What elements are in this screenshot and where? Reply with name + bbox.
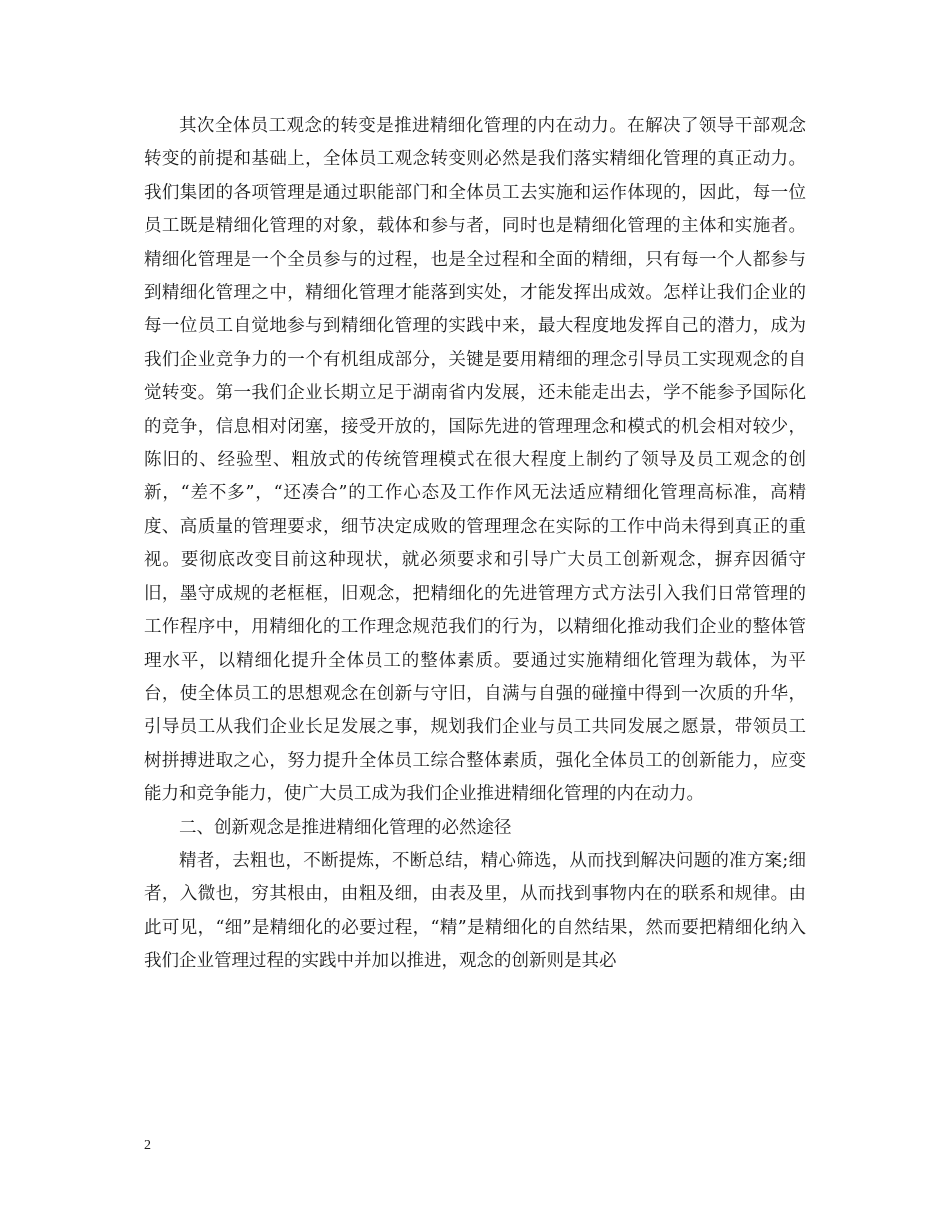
page-number: 2 — [144, 1138, 151, 1153]
body-paragraph: 精者，去粗也，不断提炼，不断总结，精心筛选，从而找到解决问题的准方案;细者，入微也，穷其根由，由粗及细，由表及里，从而找到事物内在的联系和规律。由此可见，“细”是精细化的必要过程，“精”是精细化的自然结果，然而要把精细化纳入我们企业管理过程的实践中并加以推进，观念的创新则是其必 — [144, 850, 806, 972]
body-paragraph: 其次全体员工观念的转变是推进精细化管理的内在动力。在解决了领导干部观念转变的前提和基础上，全体员工观念转变则必然是我们落实精细化管理的真正动力。我们集团的各项管理是通过职能部门和全体员工去实施和运作体现的，因此，每一位员工既是精细化管理的对象，载体和参与者，同时也是精细化管理的主体和实施者。精细化管理是一个全员参与的过程，也是全过程和全面的精细，只有每一个人都参与到精细化管理之中，精细化管理才能落到实处，才能发挥出成效。怎样让我们企业的每一位员工自觉地参与到精细化管理的实践中来，最大程度地发挥自己的潜力，成为我们企业竞争力的一个有机组成部分，关键是要用精细的理念引导员工实现观念的自觉转变。第一我们企业长期立足于湖南省内发展，还未能走出去，学不能参予国际化的竞争，信息相对闭塞，接受开放的，国际先进的管理理念和模式的机会相对较少，陈旧的、经验型、粗放式的传统管理模式在很大程度上制约了领导及员工观念的创新，“差不多”，“还凑合”的工作心态及工作作风无法适应精细化管理高标准，高精度、高质量的管理要求，细节决定成败的管理理念在实际的工作中尚未得到真正的重视。要彻底改变目前这种现状，就必须要求和引导广大员工创新观念，摒弃因循守旧，墨守成规的老框框，旧观念，把精细化的先进管理方式方法引入我们日常管理的工作程序中，用精细化的工作理念规范我们的行为，以精细化推动我们企业的整体管理水平，以精细化提升全体员工的整体素质。要通过实施精细化管理为载体，为平台，使全体员工的思想观念在创新与守旧，自满与自强的碰撞中得到一次质的升华，引导员工从我们企业长足发展之事，规划我们企业与员工共同发展之愿景，带领员工树拼搏进取之心，努力提升全体员工综合整体素质，强化全体员工的创新能力，应变能力和竞争能力，使广大员工成为我们企业推进精细化管理的内在动力。 — [144, 116, 806, 805]
document-body — [144, 110, 806, 979]
section-heading: 二、创新观念是推进精细化管理的必然途径 — [179, 817, 512, 838]
